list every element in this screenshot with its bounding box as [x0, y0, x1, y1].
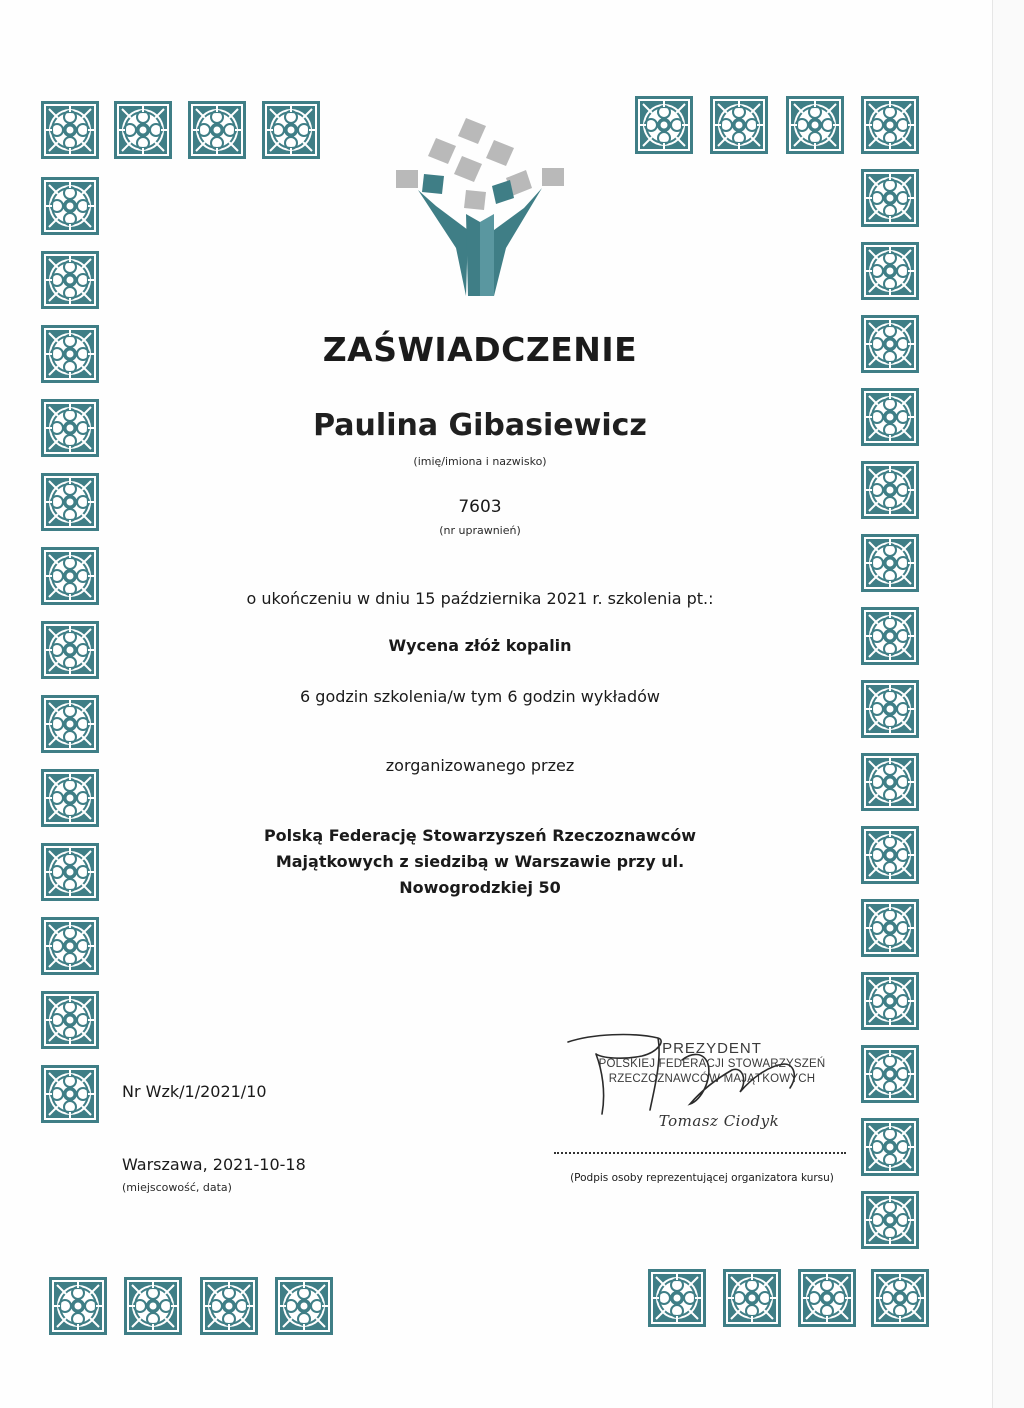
- ornament-tile: [48, 1276, 108, 1336]
- ornament-tile: [860, 679, 920, 739]
- federation-logo: [396, 118, 564, 296]
- ornament-tile: [40, 176, 100, 236]
- completion-text: o ukończeniu w dniu 15 października 2021 r. szkolenia pt.:: [246, 589, 714, 608]
- ornament-tile: [860, 898, 920, 958]
- place-date: Warszawa, 2021-10-18: [122, 1155, 306, 1174]
- organizer-line-1: Polską Federację Stowarzyszeń Rzeczoznawców: [263, 826, 697, 845]
- handwritten-signature: [562, 1030, 812, 1120]
- course-title: Wycena złóż kopalin: [388, 636, 572, 655]
- license-number: 7603: [458, 497, 502, 517]
- ornament-tile: [40, 768, 100, 828]
- scan-edge: [992, 0, 1024, 1408]
- recipient-name: Paulina Gibasiewicz: [313, 408, 647, 443]
- ornament-tile: [40, 100, 100, 160]
- organizer-label: zorganizowanego przez: [385, 756, 575, 775]
- stamp-title: PREZYDENT: [662, 1040, 762, 1057]
- signature-caption: (Podpis osoby reprezentującej organizatora kursu): [570, 1172, 834, 1184]
- ornament-tile: [274, 1276, 334, 1336]
- ornament-tile: [40, 472, 100, 532]
- organizer-line-2: Majątkowych z siedzibą w Warszawie przy ul.: [275, 852, 685, 871]
- ornament-tile: [785, 95, 845, 155]
- ornament-tile: [187, 100, 247, 160]
- ornament-tile: [40, 694, 100, 754]
- ornament-tile: [634, 95, 694, 155]
- ornament-tile: [860, 1044, 920, 1104]
- ornament-tile: [40, 250, 100, 310]
- ornament-tile: [860, 241, 920, 301]
- ornament-tile: [860, 314, 920, 374]
- ornament-tile: [860, 168, 920, 228]
- ornament-tile: [860, 1190, 920, 1250]
- ornament-tile: [870, 1268, 930, 1328]
- ornament-tile: [860, 387, 920, 447]
- registration-number: Nr Wzk/1/2021/10: [122, 1082, 267, 1101]
- ornament-tile: [40, 1064, 100, 1124]
- hours-text: 6 godzin szkolenia/w tym 6 godzin wykładów: [300, 687, 660, 706]
- ornament-tile: [261, 100, 321, 160]
- ornament-tile: [40, 990, 100, 1050]
- ornament-tile: [722, 1268, 782, 1328]
- ornament-tile: [860, 752, 920, 812]
- stamp-line-1: POLSKIEJ FEDERACJI STOWARZYSZEŃ: [598, 1058, 826, 1070]
- ornament-tile: [40, 916, 100, 976]
- ornament-tile: [40, 324, 100, 384]
- ornament-tile: [123, 1276, 183, 1336]
- ornament-tile: [113, 100, 173, 160]
- ornament-tile: [40, 842, 100, 902]
- certificate-title: ZAŚWIADCZENIE: [322, 330, 638, 369]
- signer-name: Tomasz Ciodyk: [658, 1112, 780, 1130]
- ornament-tile: [40, 398, 100, 458]
- place-date-caption: (miejscowość, data): [122, 1181, 232, 1194]
- ornament-tile: [860, 1117, 920, 1177]
- organizer-name: [180, 823, 780, 901]
- ornament-tile: [40, 620, 100, 680]
- ornament-tile: [860, 971, 920, 1031]
- ornament-tile: [797, 1268, 857, 1328]
- organizer-line-3: Nowogrodzkiej 50: [399, 878, 561, 897]
- ornament-tile: [40, 546, 100, 606]
- ornament-tile: [860, 460, 920, 520]
- ornament-tile: [860, 95, 920, 155]
- license-caption: (nr uprawnień): [439, 524, 521, 537]
- ornament-tile: [860, 533, 920, 593]
- stamp-line-2: RZECZOZNAWCÓW MAJĄTKOWYCH: [608, 1073, 816, 1085]
- ornament-tile: [709, 95, 769, 155]
- ornament-tile: [860, 825, 920, 885]
- ornament-tile: [199, 1276, 259, 1336]
- ornament-tile: [860, 606, 920, 666]
- signature-line: [554, 1152, 846, 1154]
- ornament-tile: [647, 1268, 707, 1328]
- name-caption: (imię/imiona i nazwisko): [413, 455, 547, 468]
